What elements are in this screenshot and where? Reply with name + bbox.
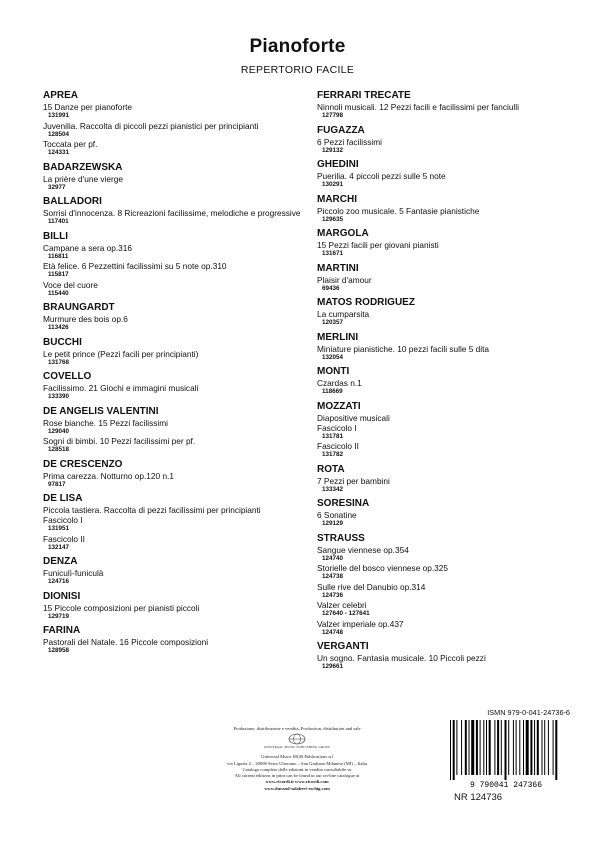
work-title: Piccolo zoo musicale. 5 Fantasie pianistiche <box>317 205 480 216</box>
catalog-number: NR 124736 <box>454 792 503 803</box>
work-title: Valzer imperiale op.437 <box>317 618 404 629</box>
work-title: Pastorali del Natale. 16 Piccole composizioni <box>43 637 209 647</box>
composer-entry <box>317 297 579 328</box>
composer-name: STRAUSS <box>317 532 365 544</box>
publisher-footer <box>180 726 414 792</box>
composer-entry <box>43 406 305 455</box>
work-catalog-code: 115817 <box>48 271 69 278</box>
barcode-bar <box>519 720 520 775</box>
work-catalog-code: 129719 <box>48 612 70 620</box>
barcode-bar <box>497 720 499 775</box>
composer-name: MERLINI <box>317 331 359 343</box>
composer-name: BILLI <box>43 230 68 242</box>
work-catalog-code: 115440 <box>48 289 69 297</box>
composer-entry <box>43 162 305 193</box>
composer-entry <box>317 641 579 672</box>
work-title: Toccata per pf. <box>43 139 98 149</box>
work-catalog-code: 131782 <box>322 451 344 458</box>
work-title: La cumparsita <box>317 309 370 319</box>
work-title: 7 Pezzi per bambini <box>317 475 390 486</box>
composer-name: FERRARI TRECATE <box>317 90 411 101</box>
work-title: Fascicolo I <box>43 515 83 525</box>
barcode-bar <box>523 720 524 775</box>
work-title: 6 Pezzi facilissimi <box>317 136 383 147</box>
work-title: Sorrisi d'innocenza. 8 Ricreazioni facilissime, melodiche e progressive <box>43 208 301 218</box>
work-title: Storielle del bosco viennese op.325 <box>317 563 448 573</box>
work-catalog-code: 127640 - 127641 <box>322 610 370 617</box>
barcode-bar <box>465 720 467 775</box>
composer-name: BALLADORI <box>43 196 102 207</box>
work-title: Facilissimo. 21 Giochi e immagini musicali <box>43 383 199 393</box>
barcode-image <box>442 720 570 790</box>
composer-name: MOZZATI <box>317 400 361 412</box>
work-title: Miniature pianistiche. 10 pezzi facili sulle 5 dita <box>317 343 490 354</box>
work-catalog-code: 120357 <box>322 319 344 326</box>
work-catalog-code: 116811 <box>48 252 69 260</box>
barcode-bar <box>461 720 462 775</box>
work-catalog-code: 129132 <box>322 146 344 154</box>
composer-entry <box>43 625 305 656</box>
barcode-digits: 9 790041 247366 <box>469 781 543 790</box>
work-title: Funiculì-funiculà <box>43 568 104 578</box>
footer-address: via Liguria 4 – 20098 Sesto Ulteriano – San Giuliano Milanese (MI) – Italia <box>227 760 367 766</box>
work-title: Fascicolo I <box>317 422 357 433</box>
work-catalog-code: 97817 <box>48 480 66 488</box>
composer-entry <box>43 371 305 402</box>
work-title: Fascicolo II <box>43 533 85 544</box>
work-catalog-code: 129040 <box>48 427 70 435</box>
composer-name: MATOS RODRIGUEZ <box>317 297 415 308</box>
work-title: Voce del cuore <box>43 279 98 290</box>
composer-name: MARCHI <box>317 193 357 205</box>
work-title: Juvenilia. Raccolta di piccoli pezzi pianistici per principianti <box>43 120 259 131</box>
catalog-column-right <box>317 90 579 672</box>
work-catalog-code: 124716 <box>48 578 70 585</box>
work-title: Età felice. 6 Pezzettini facilissimi su 5 note op.310 <box>43 261 227 271</box>
work-title: Plaisir d'amour <box>317 274 372 285</box>
composer-entry <box>43 302 305 333</box>
composer-name: APREA <box>43 90 79 101</box>
work-catalog-code: 117401 <box>48 218 69 225</box>
work-title: Prima carezza. Notturno op.120 n.1 <box>43 470 174 481</box>
work-title: Campane a sera op.316 <box>43 242 133 253</box>
work-catalog-code: 131951 <box>48 525 70 532</box>
composer-entry <box>317 159 579 190</box>
barcode-bar <box>501 720 502 775</box>
footer-websites[interactable]: www.ricordi.it www.ricordi.com <box>265 779 329 785</box>
composer-entry <box>317 401 579 460</box>
page-title: Pianoforte <box>249 36 346 57</box>
barcode-bar <box>542 720 543 775</box>
work-catalog-code: 124331 <box>48 149 70 156</box>
work-catalog-code: 131781 <box>322 432 344 440</box>
composer-name: ROTA <box>317 463 345 475</box>
barcode-bar <box>530 720 532 775</box>
footer-company: Universal Music MGB Publications srl <box>261 754 333 760</box>
work-catalog-code: 129661 <box>322 663 344 670</box>
work-title: Fascicolo II <box>317 441 359 451</box>
composer-entry <box>43 459 305 490</box>
barcode-bar <box>548 720 549 775</box>
footer-website-durand[interactable]: www.durand-salabert-eschig.com <box>264 785 330 791</box>
work-catalog-code: 118669 <box>322 388 343 395</box>
composer-name: BRAUNGARDT <box>43 302 115 313</box>
work-catalog-code: 32977 <box>48 183 66 191</box>
composer-name: MARGOLA <box>317 228 369 239</box>
work-catalog-code: 69436 <box>322 284 340 292</box>
composer-entry <box>43 591 305 622</box>
barcode-bar <box>471 720 474 775</box>
work-title: La prière d'une vierge <box>43 173 123 184</box>
publisher-logo <box>180 732 414 754</box>
work-title: Sogni di bimbi. 10 Pezzi facilissimi per pf. <box>43 436 196 446</box>
work-title: Sangue viennese op.354 <box>317 544 409 555</box>
composer-name: COVELLO <box>43 371 92 382</box>
composer-entry <box>317 366 579 397</box>
work-title: Puerilia. 4 piccoli pezzi sulle 5 note <box>317 171 446 181</box>
barcode-bar <box>508 720 509 775</box>
work-catalog-code: 128518 <box>48 446 70 453</box>
barcode-bar <box>450 720 451 780</box>
composer-entry <box>43 337 305 368</box>
work-title: 6 Sonatine <box>317 510 357 520</box>
composer-name: DE CRESCENZO <box>43 458 123 470</box>
work-catalog-code: 132147 <box>48 543 70 551</box>
barcode-bar <box>494 720 495 775</box>
composer-name: BUCCHI <box>43 336 82 348</box>
work-title: Ninnoli musicali. 12 Pezzi facili e facilissimi per fanciulli <box>317 102 519 112</box>
work-title: Sulle rive del Danubio op.314 <box>317 581 426 592</box>
barcode-bar <box>537 720 539 775</box>
work-title: Le petit prince (Pezzi facili per principianti) <box>43 348 199 359</box>
work-catalog-code: 124736 <box>322 591 344 599</box>
composer-name: DE ANGELIS VALENTINI <box>43 405 159 417</box>
work-catalog-code: 124740 <box>322 554 344 562</box>
barcode-bar <box>456 720 457 775</box>
composer-name: MONTI <box>317 366 350 377</box>
work-title: 15 Danze per pianoforte <box>43 102 133 112</box>
work-catalog-code: 124748 <box>322 628 344 636</box>
work-title: Piccola tastiera. Raccolta di pezzi facilissimi per principianti <box>43 505 261 515</box>
work-catalog-code: 131671 <box>322 250 344 257</box>
barcode-bar <box>469 720 470 775</box>
work-title: 15 Piccole composizioni per pianisti piccoli <box>43 602 200 613</box>
barcode-bar <box>526 720 529 775</box>
composer-entry <box>317 464 579 495</box>
barcode-bar <box>505 720 507 780</box>
work-title: Valzer celebri <box>317 600 367 610</box>
composer-entry <box>43 196 305 227</box>
work-catalog-code: 129129 <box>322 520 344 527</box>
page-subtitle: REPERTORIO FACILE <box>240 64 355 76</box>
composer-entry <box>317 263 579 294</box>
work-catalog-code: 127798 <box>322 112 344 119</box>
work-catalog-code: 128958 <box>48 647 70 654</box>
composer-name: DIONISI <box>43 590 81 602</box>
composer-entry <box>317 194 579 225</box>
composer-name: GHEDINI <box>317 159 359 170</box>
work-catalog-code: 128504 <box>48 130 70 138</box>
work-catalog-code: 129635 <box>322 215 344 223</box>
composer-entry <box>317 332 579 363</box>
composer-entry <box>317 498 579 529</box>
composer-name: MARTINI <box>317 262 359 274</box>
barcode-bar <box>480 720 481 775</box>
composer-entry <box>43 231 305 299</box>
footer-catalog-en: All current editions in print can be found in our on-line catalogue at <box>234 773 360 779</box>
composer-name: FARINA <box>43 625 81 636</box>
work-catalog-code: 133390 <box>48 393 70 400</box>
barcode-bar <box>534 720 535 775</box>
barcode-bar <box>544 720 545 775</box>
barcode-bar <box>513 720 514 775</box>
composer-entry <box>43 556 305 587</box>
composer-name: VERGANTI <box>317 641 369 652</box>
barcode-bar <box>516 720 517 775</box>
work-title: 15 Pezzi facili per giovani pianisti <box>317 240 439 250</box>
ismn-number: ISMN 979-0-041-24736-6 <box>487 708 570 717</box>
barcode-bar <box>486 720 487 775</box>
barcode-bar <box>483 720 484 775</box>
work-title: Czardas n.1 <box>317 378 362 388</box>
work-catalog-code: 131768 <box>48 358 70 366</box>
barcode-block <box>442 708 570 803</box>
composer-entry <box>317 228 579 259</box>
composer-name: DE LISA <box>43 493 83 504</box>
work-title: Rose bianche. 15 Pezzi facilissimi <box>43 417 168 428</box>
composer-entry <box>317 533 579 638</box>
work-title: Un sogno. Fantasia musicale. 10 Piccoli pezzi <box>317 653 486 663</box>
barcode-bar <box>453 720 455 780</box>
composer-entry <box>317 125 579 156</box>
composer-name: FUGAZZA <box>317 124 365 136</box>
work-catalog-code: 133342 <box>322 485 344 493</box>
footer-line-production: Produzione, distribuzione e vendita–Production, distribution and sale <box>233 726 361 731</box>
work-catalog-code: 132054 <box>322 353 344 361</box>
catalog-column-left <box>43 90 305 656</box>
work-catalog-code: 113426 <box>48 324 69 331</box>
composer-entry <box>43 493 305 552</box>
work-title: Diapositive musicali <box>317 412 390 423</box>
work-catalog-code: 130291 <box>322 181 344 188</box>
composer-entry <box>43 90 305 158</box>
barcode-bar <box>553 720 554 775</box>
composer-name: SORESINA <box>317 498 370 509</box>
barcode-bar <box>476 720 478 775</box>
footer-catalog-it: Catalogo completo delle edizioni in vendita consultabile su <box>242 766 352 772</box>
barcode-bar <box>555 720 557 780</box>
composer-name: BADARZEWSKA <box>43 161 123 173</box>
barcode-bar <box>489 720 491 775</box>
composer-entry <box>317 90 579 121</box>
publisher-logo-text: UNIVERSAL MUSIC PUBLISHING GROUP <box>263 745 331 750</box>
work-catalog-code: 131991 <box>48 112 70 119</box>
work-title: Murmure des bois op.6 <box>43 314 128 324</box>
work-catalog-code: 124738 <box>322 573 344 580</box>
composer-name: DENZA <box>43 556 78 567</box>
